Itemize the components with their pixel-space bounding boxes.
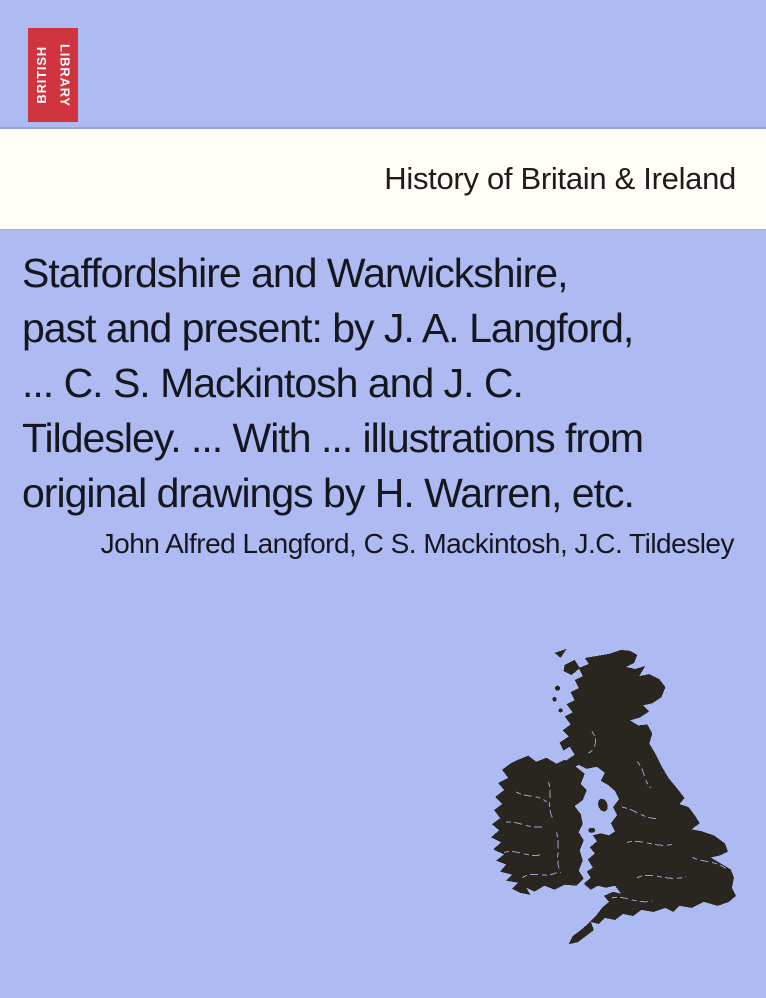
title-line-4: Tildesley. ... With ... illustrations from bbox=[22, 415, 643, 461]
title-line-2: past and present: by J. A. Langford, bbox=[22, 305, 634, 351]
britain-ireland-map-image bbox=[486, 640, 740, 950]
authors-line: John Alfred Langford, C S. Mackintosh, J.C. Tildesley bbox=[100, 528, 734, 559]
isle-of-man bbox=[596, 797, 609, 812]
britain-ireland-map-svg bbox=[486, 640, 740, 950]
skye-island bbox=[564, 660, 580, 675]
logo-word-british: BRITISH bbox=[33, 46, 49, 104]
hebrides-island bbox=[553, 697, 557, 701]
british-library-logo bbox=[28, 28, 78, 122]
logo-word-library: LIBRARY bbox=[57, 43, 73, 107]
ireland-silhouette bbox=[491, 756, 587, 895]
great-britain-silhouette bbox=[560, 650, 736, 944]
book-title bbox=[22, 246, 766, 521]
title-line-3: ... C. S. Mackintosh and J. C. bbox=[22, 360, 523, 406]
title-line-5: original drawings by H. Warren, etc. bbox=[22, 470, 634, 516]
title-line-1: Staffordshire and Warwickshire, bbox=[22, 250, 568, 296]
arran-island bbox=[575, 747, 579, 752]
series-label: History of Britain & Ireland bbox=[384, 161, 736, 196]
hebrides-island bbox=[555, 686, 560, 691]
series-band bbox=[0, 129, 766, 230]
anglesey-island bbox=[588, 828, 595, 833]
top-band bbox=[0, 0, 766, 129]
lewis-island bbox=[555, 649, 567, 658]
hebrides-island bbox=[558, 708, 562, 712]
